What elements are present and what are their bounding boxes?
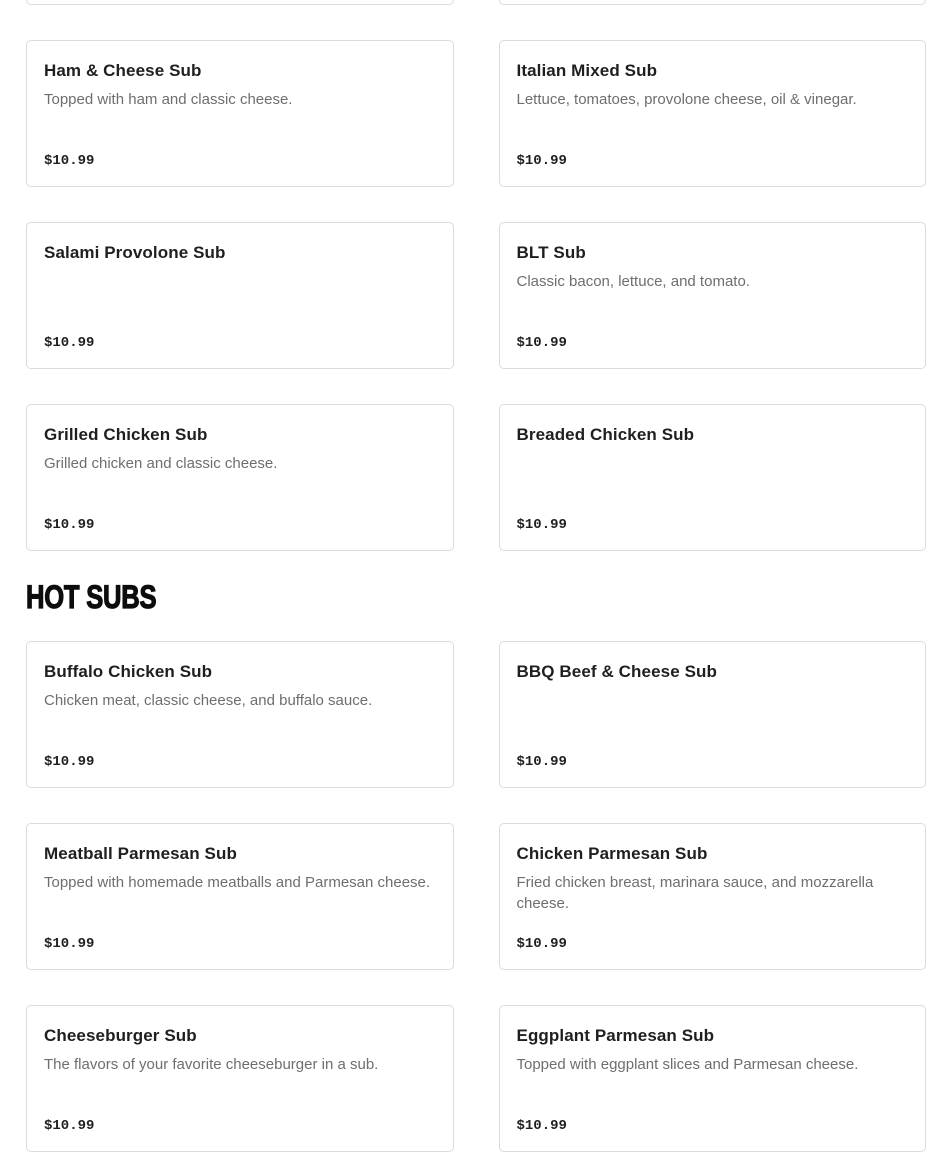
menu-item-text	[517, 242, 908, 292]
menu-item-card[interactable]	[26, 1005, 454, 1152]
menu-item-name: Meatball Parmesan Sub	[44, 843, 237, 863]
menu-item-text	[517, 60, 908, 110]
menu-item-text	[517, 843, 908, 914]
menu-item-name: Salami Provolone Sub	[44, 243, 226, 262]
menu-item-name: Eggplant Parmesan Sub	[516, 1025, 715, 1045]
menu-item-description: Grilled chicken and classic cheese.	[44, 455, 278, 473]
menu-item-card[interactable]	[499, 40, 927, 187]
menu-item-description: Classic bacon, lettuce, and tomato.	[516, 273, 750, 291]
menu-item-text	[44, 242, 435, 264]
menu-item-text	[44, 661, 435, 711]
menu-item-text	[517, 424, 908, 446]
section-heading-hot-subs: HOT SUBS	[26, 579, 157, 615]
menu-item-name: Chicken Parmesan Sub	[516, 843, 708, 863]
menu-item-price: $10.99	[516, 153, 567, 169]
menu-grid	[26, 641, 926, 1152]
menu-item-text	[44, 60, 435, 110]
menu-item-name: Ham & Cheese Sub	[44, 61, 202, 80]
menu-item-price: $10.99	[516, 517, 567, 533]
menu-item-card-partial[interactable]	[499, 0, 927, 5]
menu-item-card[interactable]	[26, 823, 454, 970]
menu-item-description: Chicken meat, classic cheese, and buffalo sauce.	[44, 691, 373, 709]
menu-item-text	[517, 1025, 908, 1075]
menu-section-cold-subs	[26, 0, 926, 551]
menu-item-card[interactable]	[26, 222, 454, 369]
menu-item-description: The flavors of your favorite cheeseburger in a sub.	[44, 1055, 379, 1073]
menu-item-price: $10.99	[516, 753, 567, 770]
menu-item-text	[44, 843, 435, 893]
menu-item-description: Topped with homemade meatballs and Parmesan cheese.	[44, 873, 431, 891]
menu-item-description: Lettuce, tomatoes, provolone cheese, oil & vinegar.	[516, 91, 857, 109]
menu-item-name: Buffalo Chicken Sub	[44, 661, 213, 681]
menu-item-name: Grilled Chicken Sub	[44, 425, 208, 444]
menu-grid	[26, 0, 926, 551]
menu-item-card[interactable]	[499, 823, 927, 970]
menu-item-text	[44, 1025, 435, 1075]
menu-item-text	[517, 661, 908, 683]
menu-item-description: Topped with ham and classic cheese.	[44, 91, 293, 109]
menu-item-card[interactable]	[499, 641, 927, 788]
menu-item-card[interactable]	[26, 641, 454, 788]
menu-item-card[interactable]	[499, 404, 927, 551]
menu-item-description: Topped with eggplant slices and Parmesan cheese.	[516, 1055, 859, 1073]
menu-item-price: $10.99	[44, 753, 95, 770]
menu-item-name: Italian Mixed Sub	[516, 61, 658, 80]
menu-item-card[interactable]	[26, 40, 454, 187]
menu-item-price: $10.99	[516, 935, 567, 952]
menu-item-card-partial[interactable]	[26, 0, 454, 5]
menu-item-price: $10.99	[44, 1117, 95, 1134]
menu-section-hot-subs	[26, 581, 926, 1152]
menu-item-name: BLT Sub	[516, 243, 586, 262]
menu-item-description: Fried chicken breast, marinara sauce, and mozzarella cheese.	[516, 873, 874, 912]
menu-item-price: $10.99	[44, 153, 95, 169]
menu-item-name: Cheeseburger Sub	[44, 1025, 197, 1045]
menu-item-price: $10.99	[44, 517, 95, 533]
menu-item-card[interactable]	[499, 222, 927, 369]
menu-item-price: $10.99	[44, 935, 95, 952]
menu-item-card[interactable]	[26, 404, 454, 551]
menu-item-card[interactable]	[499, 1005, 927, 1152]
menu-item-price: $10.99	[516, 1117, 567, 1134]
menu-item-price: $10.99	[516, 335, 567, 351]
menu-item-text	[44, 424, 435, 474]
menu-item-name: BBQ Beef & Cheese Sub	[516, 661, 717, 681]
menu-item-name: Breaded Chicken Sub	[516, 425, 695, 444]
menu-item-price: $10.99	[44, 335, 95, 351]
